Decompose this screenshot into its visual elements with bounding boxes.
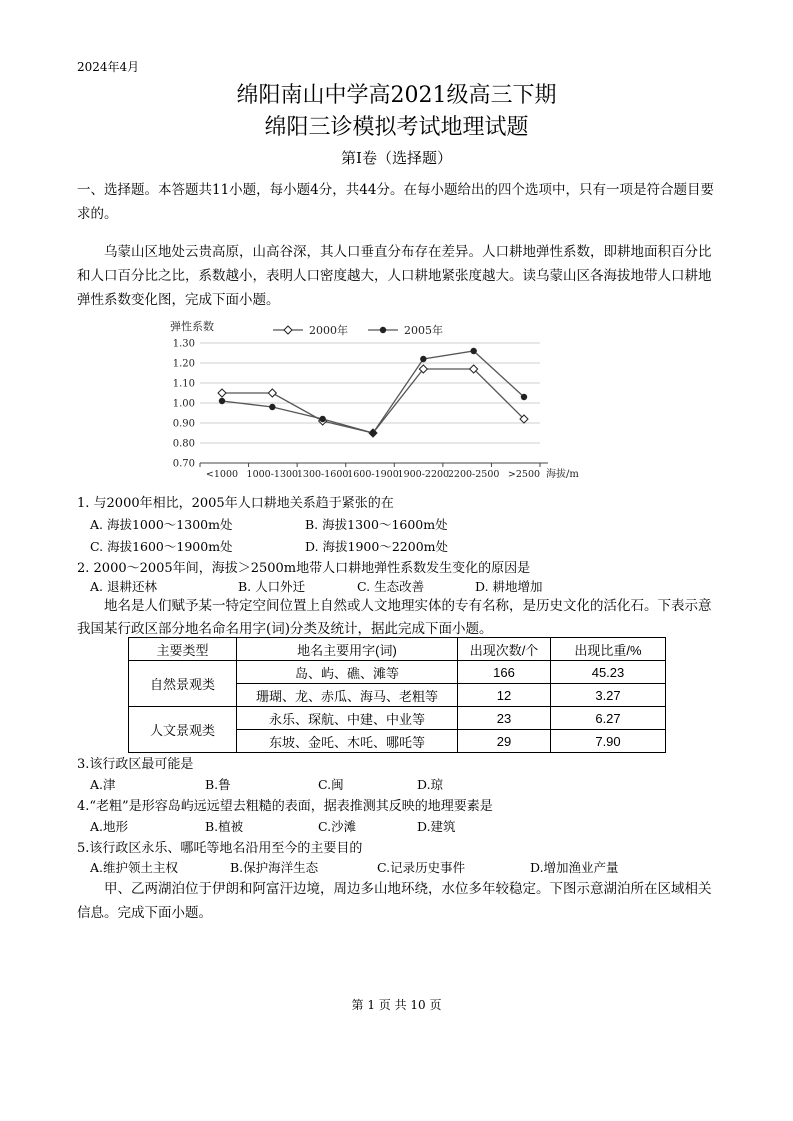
question-2-option-a[interactable]: A. 退耕还林 (90, 579, 157, 594)
legend-marker (380, 327, 386, 333)
legend-marker (284, 326, 292, 334)
data-point-2000 (218, 389, 226, 397)
table-header-row (129, 638, 666, 661)
question-5-stem: 5.该行政区永乐、哪吒等地名沿用至今的主要目的 (77, 841, 363, 856)
exam-title-line1: 绵阳南山中学高2021级高三下期 (236, 83, 557, 108)
table-words-cell: 东坡、金吒、木吒、哪吒等 (237, 730, 458, 753)
table-share-cell: 7.90 (551, 730, 666, 753)
table-words-cell: 珊瑚、龙、赤瓜、海马、老粗等 (237, 684, 458, 707)
place-name-table (128, 637, 666, 753)
table-count-cell: 23 (458, 707, 551, 730)
question-2-stem: 2. 2000～2005年间，海拔＞2500m地带人口耕地弹性系数发生变化的原因是 (77, 561, 531, 576)
exam-date: 2024年4月 (77, 60, 140, 74)
section-heading: 第Ⅰ卷（选择题） (341, 149, 452, 167)
question-2-option-b[interactable]: B. 人口外迁 (238, 579, 306, 594)
x-tick-label: 1300-1600 (296, 469, 349, 480)
page-footer: 第 1 页 共 10 页 (351, 998, 442, 1012)
question-1-option-d[interactable]: D. 海拔1900～2200m处 (305, 539, 448, 554)
data-point-2005 (420, 356, 426, 362)
elasticity-line-chart (160, 318, 635, 480)
table-header-cell: 出现次数/个 (458, 638, 551, 661)
question-1-option-a[interactable]: A. 海拔1000～1300m处 (90, 517, 233, 532)
x-tick-label: 1900-2200 (397, 469, 450, 480)
question-3-option-a[interactable]: A.津 (90, 777, 116, 792)
table-header-cell: 主要类型 (129, 638, 237, 661)
question-3-option-d[interactable]: D.琼 (417, 777, 444, 792)
question-4-option-a[interactable]: A.地形 (90, 819, 129, 834)
instructions: 一、选择题。本答题共11小题，每小题4分，共44分。在每小题给出的四个选项中，只有一项是符合题目要求的。 (77, 182, 714, 222)
y-tick-label: 1.10 (172, 378, 195, 390)
question-1-option-c[interactable]: C. 海拔1600～1900m处 (90, 539, 233, 554)
question-4-option-b[interactable]: B.植被 (205, 819, 244, 834)
question-4-option-d[interactable]: D.建筑 (417, 819, 456, 834)
table-share-cell: 3.27 (551, 684, 666, 707)
table-header-cell: 出现比重/% (551, 638, 666, 661)
question-3-stem: 3.该行政区最可能是 (77, 757, 194, 772)
question-3-option-c[interactable]: C.闽 (318, 777, 344, 792)
x-axis-label: 海拔/m (546, 469, 579, 480)
passage-lakes: 甲、乙两湖泊位于伊朗和阿富汗边境，周边多山地环绕，水位多年较稳定。下图示意湖泊所在区域相关信息。完成下面小题。 (77, 881, 712, 921)
legend-label: 2000年 (309, 324, 348, 337)
x-tick-label: 1600-1900 (347, 469, 399, 480)
y-tick-label: 1.30 (172, 338, 195, 350)
data-point-2005 (319, 416, 325, 422)
x-tick-label: 2200-2500 (447, 469, 500, 480)
question-4-stem: 4.“老粗”是形容岛屿远远望去粗糙的表面，据表推测其反映的地理要素是 (77, 799, 493, 814)
table-type-cell: 自然景观类 (129, 661, 237, 707)
question-4-option-c[interactable]: C.沙滩 (318, 819, 357, 834)
question-5-option-d[interactable]: D.增加渔业产量 (530, 860, 619, 875)
table-share-cell: 45.23 (551, 661, 666, 684)
data-point-2005 (470, 348, 476, 354)
table-words-cell: 永乐、琛航、中建、中业等 (237, 707, 458, 730)
x-tick-label: 1000-1300 (246, 469, 299, 480)
table-count-cell: 166 (458, 661, 551, 684)
data-point-2005 (269, 404, 275, 410)
question-2-option-d[interactable]: D. 耕地增加 (475, 579, 543, 594)
data-point-2005 (219, 398, 225, 404)
exam-title-line2: 绵阳三诊模拟考试地理试题 (264, 115, 529, 140)
table-share-cell: 6.27 (551, 707, 666, 730)
y-tick-label: 1.20 (172, 358, 195, 370)
data-point-2005 (370, 430, 376, 436)
question-5-option-a[interactable]: A.维护领土主权 (90, 860, 179, 875)
y-tick-label: 1.00 (172, 398, 195, 410)
table-count-cell: 12 (458, 684, 551, 707)
y-axis-label: 弹性系数 (170, 320, 214, 333)
question-5-option-b[interactable]: B.保护海洋生态 (230, 860, 319, 875)
data-point-2005 (521, 394, 527, 400)
x-tick-label: >2500 (507, 469, 541, 480)
question-1-stem: 1. 与2000年相比，2005年人口耕地关系趋于紧张的在 (77, 496, 394, 511)
passage-place-names: 地名是人们赋予某一特定空间位置上自然或人文地理实体的专有名称，是历史文化的活化石。下表示意我国某行政区部分地名命名用字(词)分类及统计，据此完成下面小题。 (77, 598, 712, 637)
y-tick-label: 0.90 (172, 418, 195, 430)
data-point-2000 (268, 389, 276, 397)
table-type-cell: 人文景观类 (129, 707, 237, 753)
question-5-option-c[interactable]: C.记录历史事件 (377, 860, 466, 875)
question-2-option-c[interactable]: C. 生态改善 (357, 579, 425, 594)
y-tick-label: 0.70 (172, 458, 195, 470)
passage-wumeng: 乌蒙山区地处云贵高原，山高谷深，其人口垂直分布存在差异。人口耕地弹性系数，即耕地面积百分比和人口百分比之比，系数越小，表明人口密度越大，人口耕地紧张度越大。读乌蒙山区各海拔地带人口耕地弹性系数变化图，完成下面小题。 (77, 244, 712, 308)
question-3-option-b[interactable]: B.鲁 (205, 777, 231, 792)
table-row (129, 707, 666, 730)
x-tick-label: <1000 (205, 469, 239, 480)
y-tick-label: 0.80 (172, 438, 195, 450)
table-count-cell: 29 (458, 730, 551, 753)
legend-label: 2005年 (404, 324, 443, 337)
table-row (129, 661, 666, 684)
table-header-cell: 地名主要用字(词) (237, 638, 458, 661)
table-words-cell: 岛、屿、礁、滩等 (237, 661, 458, 684)
question-1-option-b[interactable]: B. 海拔1300～1600m处 (305, 517, 448, 532)
